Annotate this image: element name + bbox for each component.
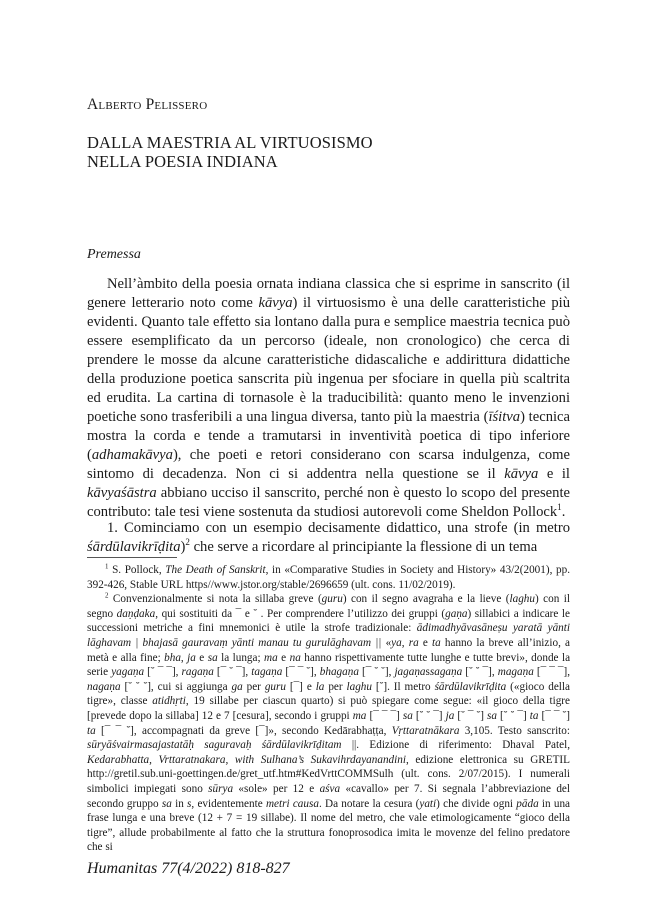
term-italic: ma <box>264 651 278 664</box>
footnote-link-text[interactable]: COMM <box>337 768 373 781</box>
text-run: per <box>324 680 347 693</box>
term-italic: aśva <box>319 782 341 795</box>
text-run: ) tecnica mostra la corda e tende a tramutarsi in inventività poetica di tipo inferiore ( <box>87 409 570 463</box>
book-title: Kedarabhatta, Vrttaratnakara, with Sulhana’s Sukavihrdayanandini <box>87 753 406 766</box>
text-run: ) con il segno <box>87 593 570 620</box>
term-italic: sūrya <box>208 782 234 795</box>
body-paragraph-2 <box>87 519 570 557</box>
term-italic: tagaṇa <box>251 666 283 679</box>
term-italic: jagaṇa <box>394 666 426 679</box>
text-run: e il <box>538 466 570 482</box>
text-run: in una frase lunga e una breve (12 + 7 = 19 sillabe). Il nome del metro, che vale etimologicamente “gioco della tigre”, allude probabilmente al fatto che la struttura fonoprosodica imita le movenze del felino predatore che si <box>87 797 571 854</box>
term-italic: ja <box>187 651 196 664</box>
term-italic: sa <box>207 651 218 664</box>
term-italic: guru <box>264 680 286 693</box>
text-run: e <box>418 636 432 649</box>
term-italic: yati <box>419 797 437 810</box>
term-italic: ta <box>87 724 96 737</box>
term-italic: kāvya <box>258 295 293 311</box>
text-run: 3,105. Testo sanscrito: <box>459 724 570 737</box>
text-run: e <box>195 651 208 664</box>
term-italic: pāda <box>516 797 539 810</box>
article-title <box>87 133 587 171</box>
text-run: [˘ ˘ ˘], cui si aggiunga <box>120 680 232 693</box>
text-run: ||. Edizione di riferimento: Dhaval Patel, <box>341 739 570 752</box>
text-run: abbiano ucciso il sanscrito, perché non è questo lo scopo del presente contributo: tale tesi viene sostenuta da studiosi autorevoli come Sheldon Pollock <box>87 485 570 520</box>
verse-italic: sūryāśvairmasajastatāḥ saguravaḥ śārdūlavikrīḍitam <box>87 739 342 752</box>
text-run: , <box>180 651 188 664</box>
term-italic: śārdūlavikrīḍita <box>87 539 181 555</box>
term-italic: kāvyaśāstra <box>87 485 157 501</box>
text-run: S. Pollock, <box>108 564 166 576</box>
text-run: « <box>381 636 392 649</box>
text-run: , qui sostituiti da ¯ e ˘ . Per comprendere l’utilizzo dei gruppi ( <box>155 607 446 620</box>
term-italic: ragaṇa <box>181 666 214 679</box>
term-italic: ra <box>408 636 419 649</box>
text-run: «cavallo» per 7. Si segnala l’abbreviazione del secondo gruppo <box>87 782 571 810</box>
journal-citation: Humanitas 77(4/2022) 818-827 <box>87 860 290 877</box>
text-run: e <box>277 651 290 664</box>
text-run: , edizione elettronica su <box>405 753 531 766</box>
text-run: «sole» per 12 e <box>233 782 320 795</box>
term-italic: sagaṇa <box>429 666 463 679</box>
text-run: hanno rispettivamente tutte lunghe e tutte brevi», donde la serie <box>87 651 571 679</box>
term-italic: s <box>187 797 192 810</box>
book-title: The Death of Sanskrit <box>165 564 266 576</box>
term-italic: laghu <box>346 680 372 693</box>
term-italic: ga <box>231 680 243 693</box>
term-italic: sa <box>161 797 172 810</box>
text-run: («gioco della tigre», classe <box>87 680 570 708</box>
term-italic: daṇḍaka <box>116 607 156 620</box>
footnote-number: 1 <box>105 562 109 571</box>
text-run: ), che poeti e retori considerano con scarsa indulgenza, come sintomo di decadenza. Non ci si addentra nella questione se il <box>87 447 570 482</box>
text-run: , evidentemente <box>191 797 266 810</box>
text-run: in <box>171 797 188 810</box>
text-run: [¯ ˘ ˘], <box>358 666 395 679</box>
term-italic: magaṇa <box>497 666 534 679</box>
term-italic: atidhṛti <box>152 695 186 708</box>
footnote-link-text[interactable]: http://gretil.sub.uni-goettingen.de/gret_utf.htm#KedVrtt <box>87 768 338 781</box>
text-run: ) con il segno avagraha e la lieve ( <box>342 593 510 606</box>
body-paragraph-1 <box>87 275 570 522</box>
term-italic: metri causa <box>265 797 319 810</box>
term-italic: ta <box>432 636 441 649</box>
text-run: s <box>425 666 430 679</box>
text-run: la lunga; <box>217 651 265 664</box>
term-italic: na <box>289 651 301 664</box>
text-run: [¯] e <box>285 680 316 693</box>
book-title: Vṛttaratnākara <box>391 724 460 737</box>
text-run: ) che divide ogni <box>436 797 517 810</box>
term-italic: sa <box>402 709 413 722</box>
term-italic: laghu <box>509 593 535 606</box>
text-run: [˘ ˘ ¯] <box>497 709 530 722</box>
term-italic: gaṇa <box>445 607 468 620</box>
term-italic: kāvya <box>504 466 539 482</box>
term-italic: īśitva <box>488 409 521 425</box>
term-italic: ya <box>391 636 402 649</box>
text-run: , in «Comparative Studies in Society and History» 43/2(2001), pp. 392-426, Stable <box>87 564 570 591</box>
section-heading: Premessa <box>87 247 141 262</box>
term-italic: śārdūlavikrīḍita <box>434 680 507 693</box>
text-run: . <box>561 504 566 520</box>
term-italic: bhagaṇa <box>319 666 359 679</box>
term-italic: guru <box>321 593 343 606</box>
footnote-number: 2 <box>105 591 109 600</box>
text-run: ) sillabici a indicare le successioni metriche a fini mnemonici è utile la strofe tradizionale: <box>87 607 570 635</box>
text-run: ) il virtuosismo è una delle caratteristiche più evidenti. Quanto tale effetto sia lontano dalla pura e semplice maestria tecnica può essere esemplificato da un percorso (ideale, non cronologico) che cerca di prendere le mosse da alcune caratteristiche didascaliche e addirittura didattiche della produzione poetica sanscrita più ingenua per sfociare in quella più scaltrita ed erudita. La cartina di tornasole è la traducibilità: quanto meno le invenzioni poetiche sono trasferibili a una lingua diversa, tanto più la maestria ( <box>87 295 570 425</box>
footnote-ref-1[interactable]: 1 <box>557 502 562 513</box>
term-italic: adhamakāvya <box>91 447 173 463</box>
text-run: Convenzionalmente si nota la sillaba greve ( <box>108 593 322 606</box>
article-author: Alberto Pelissero <box>87 96 208 113</box>
footnote-separator <box>87 557 177 558</box>
term-italic: yagaṇa <box>111 666 145 679</box>
term-italic: ma <box>352 709 367 722</box>
verse-italic: ādimadhyāvasāneṣu yaratā yānti lāghavam | bhajasā gauravaṃ yānti manau tu gurulāghavam || <box>87 622 570 649</box>
term-italic: ja <box>445 709 455 722</box>
term-italic: bha <box>164 651 181 664</box>
footnote-ref-2[interactable]: 2 <box>185 537 190 548</box>
text-run: [˘ ˘ ¯] <box>412 709 446 722</box>
text-run: Nell’àmbito della poesia ornata indiana classica che si esprime in sanscrito (il genere letterario noto come <box>87 276 570 311</box>
text-smallcaps: GRETIL <box>530 753 570 766</box>
footnotes <box>87 563 570 855</box>
article-title-line-2: NELLA POESIA INDIANA <box>87 152 278 171</box>
text-run: [¯ ¯ ¯] <box>366 709 403 722</box>
text-run: . Da notare la cesura ( <box>318 797 420 810</box>
text-run: , 19 sillabe per ciascun quarto) si può spiegare come segue: «il gioco della tigre [prevede dopo la sillaba] 12 e 7 [cesura], secondo i gruppi <box>87 695 570 722</box>
text-smallcaps: URL <box>160 578 184 591</box>
text-run: [˘ ˘ ¯], <box>462 666 498 679</box>
term-italic: sa <box>487 709 497 722</box>
text-run: [˘ ¯ ˘] <box>454 709 488 722</box>
text-run: hanno la breve all’inizio, a metà e alla fine; <box>87 636 571 664</box>
text-run: [¯ ¯ ˘], accompagnati da greve [¯]», secondo Kedārabhaṭṭa, <box>95 724 392 737</box>
footnote-1 <box>87 563 570 592</box>
article-title-line-1: DALLA MAESTRIA AL VIRTUOSISMO <box>87 133 373 152</box>
term-italic: la <box>315 680 325 693</box>
text-run: per <box>242 680 265 693</box>
footnote-2 <box>87 592 570 855</box>
footnote-link-text[interactable]: https//www.jstor.org/stable/2696659 (ult. cons. 11/02/2019). <box>183 578 456 591</box>
text-run: , <box>401 636 409 649</box>
text-run: che serve a ricordare al principiante la flessione di un tema <box>189 539 538 555</box>
term-italic: ta <box>529 709 539 722</box>
text-run: ) <box>180 539 186 555</box>
text-run: [¯ ¯ ˘] <box>538 709 571 722</box>
text-run: [¯ ¯ ¯], <box>533 666 571 679</box>
text-run: Sulh (ult. cons. 2/07/2015). I numerali simbolici impiegati sono <box>87 768 570 795</box>
text-run: [˘]. Il metro <box>372 680 435 693</box>
text-run: 1. Cominciamo con un esempio decisamente didattico, una strofe (in metro <box>107 520 570 536</box>
text-run: [¯ ˘ ¯], <box>213 666 252 679</box>
text-run: [¯ ¯ ˘], <box>282 666 320 679</box>
text-run: [˘ ¯ ¯], <box>144 666 182 679</box>
term-italic: nagaṇa <box>87 680 121 693</box>
